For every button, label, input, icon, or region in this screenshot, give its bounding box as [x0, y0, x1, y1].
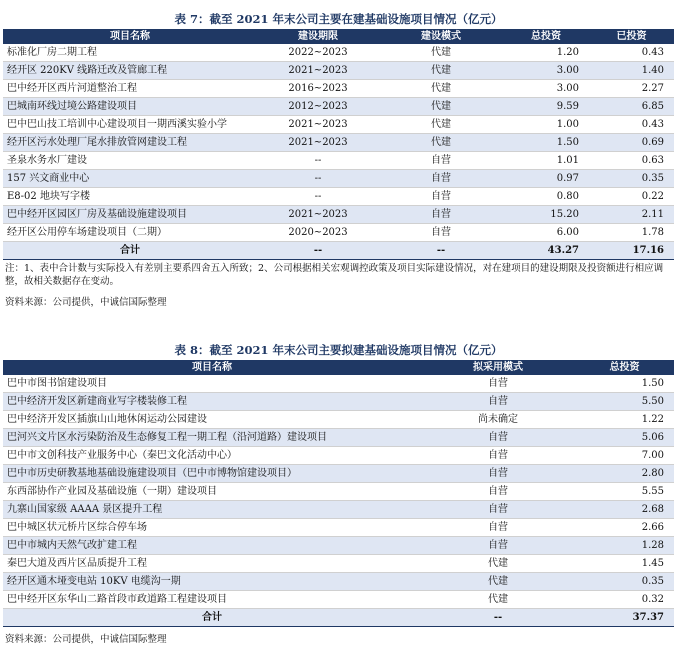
table7-cell: 9.59	[503, 98, 589, 116]
table7-row	[3, 44, 674, 62]
table8-cell: 巴中经济开发区插旗山山地休闲运动公园建设	[3, 411, 421, 429]
table7-row	[3, 134, 674, 152]
table8-cell: 自营	[421, 519, 575, 537]
table7-cell: 自营	[379, 206, 503, 224]
table7-cell: 2021~2023	[257, 134, 379, 152]
table7-cell: 0.43	[589, 44, 674, 62]
table7-cell: 1.40	[589, 62, 674, 80]
table7-cell: 0.97	[503, 170, 589, 188]
table8-row	[3, 591, 674, 609]
table7-header-cell: 已投资	[589, 29, 674, 44]
table7-body	[3, 44, 674, 260]
table8-cell: 东西部协作产业园及基础设施（一期）建设项目	[3, 483, 421, 501]
table8-cell: 0.32	[575, 591, 674, 609]
table8-cell: 5.06	[575, 429, 674, 447]
table7	[3, 29, 674, 260]
table7-cell: 自营	[379, 152, 503, 170]
table7-cell: 代建	[379, 98, 503, 116]
table8-cell: 自营	[421, 537, 575, 555]
table7-cell: 1.01	[503, 152, 589, 170]
table7-cell: 2021~2023	[257, 62, 379, 80]
table7-cell: 6.85	[589, 98, 674, 116]
table7-cell: 2016~2023	[257, 80, 379, 98]
table7-cell: 代建	[379, 44, 503, 62]
table8-body	[3, 375, 674, 627]
table8-total-cell: 合计	[3, 609, 421, 627]
table8-cell: 巴河兴文片区水污染防治及生态修复工程一期工程（沿河道路）建设项目	[3, 429, 421, 447]
table8-cell: 九寨山国家级 AAAA 景区提升工程	[3, 501, 421, 519]
table7-cell: 157 兴文商业中心	[3, 170, 257, 188]
table8-row	[3, 447, 674, 465]
table7-cell: 巴中经开区西片河道整治工程	[3, 80, 257, 98]
table8-row	[3, 375, 674, 393]
table8-total-row	[3, 609, 674, 627]
table8-row	[3, 411, 674, 429]
table8-total-cell: --	[421, 609, 575, 627]
table7-cell: 自营	[379, 188, 503, 206]
table8-cell: 巴中市图书馆建设项目	[3, 375, 421, 393]
table8-cell: 1.22	[575, 411, 674, 429]
table7-cell: 6.00	[503, 224, 589, 242]
table7-cell: 圣泉水务水厂建设	[3, 152, 257, 170]
table8-cell: 自营	[421, 501, 575, 519]
table8-cell: 自营	[421, 375, 575, 393]
table7-cell: --	[257, 170, 379, 188]
table7-header-cell: 建设模式	[379, 29, 503, 44]
table7-cell: 15.20	[503, 206, 589, 224]
table8-header-cell: 总投资	[575, 360, 674, 375]
table7-header-cell: 建设期限	[257, 29, 379, 44]
table7-cell: 3.00	[503, 80, 589, 98]
table7-cell: 2022~2023	[257, 44, 379, 62]
table7-cell: 3.00	[503, 62, 589, 80]
table8-cell: 1.45	[575, 555, 674, 573]
table7-note: 注：1、表中合计数与实际投入有差别主要系四舍五入所致；2、公司根据相关宏观调控政策及项目实际建设情况，对在建项目的建设期限及投资额进行相应调整，故相关数据存在变动。	[5, 263, 664, 287]
table8-cell: 巴中经开区东华山二路首段市政道路工程建设项目	[3, 591, 421, 609]
table8-cell: 5.50	[575, 393, 674, 411]
table7-cell: --	[257, 188, 379, 206]
table7-cell: 自营	[379, 224, 503, 242]
table7-cell: 0.22	[589, 188, 674, 206]
table8-row	[3, 393, 674, 411]
table8-cell: 5.55	[575, 483, 674, 501]
table7-cell: 1.78	[589, 224, 674, 242]
table8-cell: 尚未确定	[421, 411, 575, 429]
table8-row	[3, 537, 674, 555]
table8-cell: 自营	[421, 429, 575, 447]
table8-source: 资料来源：公司提供，中诚信国际整理	[5, 634, 167, 645]
table7-cell: 自营	[379, 170, 503, 188]
table7-total-row	[3, 242, 674, 260]
table8-cell: 7.00	[575, 447, 674, 465]
table7-header-row	[3, 29, 674, 44]
table7-cell: 1.20	[503, 44, 589, 62]
table7-total-cell: 43.27	[503, 242, 589, 260]
table8-title: 表 8：截至 2021 年末公司主要拟建基础设施项目情况（亿元）	[174, 343, 503, 357]
table7-cell: 2.11	[589, 206, 674, 224]
table8-cell: 0.35	[575, 573, 674, 591]
table7-total-cell: --	[379, 242, 503, 260]
table7-row	[3, 188, 674, 206]
table7-row	[3, 80, 674, 98]
table8-row	[3, 555, 674, 573]
table8-header-cell: 项目名称	[3, 360, 421, 375]
table8-row	[3, 519, 674, 537]
table7-cell: --	[257, 152, 379, 170]
table7-cell: 巴中巴山技工培训中心建设项目一期西溪实验小学	[3, 116, 257, 134]
table8-cell: 代建	[421, 573, 575, 591]
table8-cell: 自营	[421, 465, 575, 483]
table8-cell: 经开区通木垭变电站 10KV 电缆沟一期	[3, 573, 421, 591]
table7-cell: 代建	[379, 80, 503, 98]
table7-cell: 2020~2023	[257, 224, 379, 242]
table7-total-cell: 合计	[3, 242, 257, 260]
table7-row	[3, 224, 674, 242]
table7-cell: 0.35	[589, 170, 674, 188]
table7-header-cell: 项目名称	[3, 29, 257, 44]
table7-cell: 经开区污水处理厂尾水排放管网建设工程	[3, 134, 257, 152]
table8-cell: 自营	[421, 447, 575, 465]
table7-cell: 代建	[379, 134, 503, 152]
table7-cell: 0.63	[589, 152, 674, 170]
table7-cell: 1.50	[503, 134, 589, 152]
table8	[3, 360, 674, 627]
table7-cell: 巴城南环线过境公路建设项目	[3, 98, 257, 116]
table8-cell: 2.66	[575, 519, 674, 537]
table8-cell: 自营	[421, 483, 575, 501]
table8-cell: 2.68	[575, 501, 674, 519]
table7-total-cell: --	[257, 242, 379, 260]
table7-header-cell: 总投资	[503, 29, 589, 44]
table8-row	[3, 483, 674, 501]
table8-cell: 巴中市文创科技产业服务中心（秦巴文化活动中心）	[3, 447, 421, 465]
table7-cell: E8-02 地块写字楼	[3, 188, 257, 206]
table7-total-cell: 17.16	[589, 242, 674, 260]
table8-header-cell: 拟采用模式	[421, 360, 575, 375]
table7-cell: 标准化厂房二期工程	[3, 44, 257, 62]
table8-cell: 巴中城区状元桥片区综合停车场	[3, 519, 421, 537]
table7-cell: 0.69	[589, 134, 674, 152]
table7-cell: 2.27	[589, 80, 674, 98]
table8-cell: 1.50	[575, 375, 674, 393]
table8-cell: 代建	[421, 555, 575, 573]
table7-cell: 代建	[379, 62, 503, 80]
table8-cell: 巴中市历史研教基地基础设施建设项目（巴中市博物馆建设项目）	[3, 465, 421, 483]
table7-title: 表 7：截至 2021 年末公司主要在建基础设施项目情况（亿元）	[174, 12, 503, 26]
table7-row	[3, 170, 674, 188]
table7-cell: 2021~2023	[257, 206, 379, 224]
table8-cell: 1.28	[575, 537, 674, 555]
table7-cell: 经开区 220KV 线路迁改及管廊工程	[3, 62, 257, 80]
table7-cell: 经开区公用停车场建设项目（二期）	[3, 224, 257, 242]
table7-row	[3, 62, 674, 80]
table8-cell: 自营	[421, 393, 575, 411]
table7-cell: 代建	[379, 116, 503, 134]
table8-total-cell: 37.37	[575, 609, 674, 627]
table7-cell: 巴中经开区园区厂房及基础设施建设项目	[3, 206, 257, 224]
table8-row	[3, 501, 674, 519]
table7-row	[3, 98, 674, 116]
table7-row	[3, 116, 674, 134]
table7-row	[3, 206, 674, 224]
table8-cell: 巴中经济开发区新建商业写字楼装修工程	[3, 393, 421, 411]
table7-cell: 0.80	[503, 188, 589, 206]
table8-header-row	[3, 360, 674, 375]
table7-cell: 2012~2023	[257, 98, 379, 116]
table7-cell: 1.00	[503, 116, 589, 134]
table8-cell: 代建	[421, 591, 575, 609]
table8-cell: 巴中市城内天然气改扩建工程	[3, 537, 421, 555]
table8-row	[3, 429, 674, 447]
table7-source: 资料来源：公司提供，中诚信国际整理	[5, 297, 167, 308]
table8-cell: 2.80	[575, 465, 674, 483]
table8-cell: 秦巴大道及西片区品质提升工程	[3, 555, 421, 573]
table8-row	[3, 465, 674, 483]
table7-row	[3, 152, 674, 170]
table7-cell: 0.43	[589, 116, 674, 134]
table7-cell: 2021~2023	[257, 116, 379, 134]
table8-row	[3, 573, 674, 591]
